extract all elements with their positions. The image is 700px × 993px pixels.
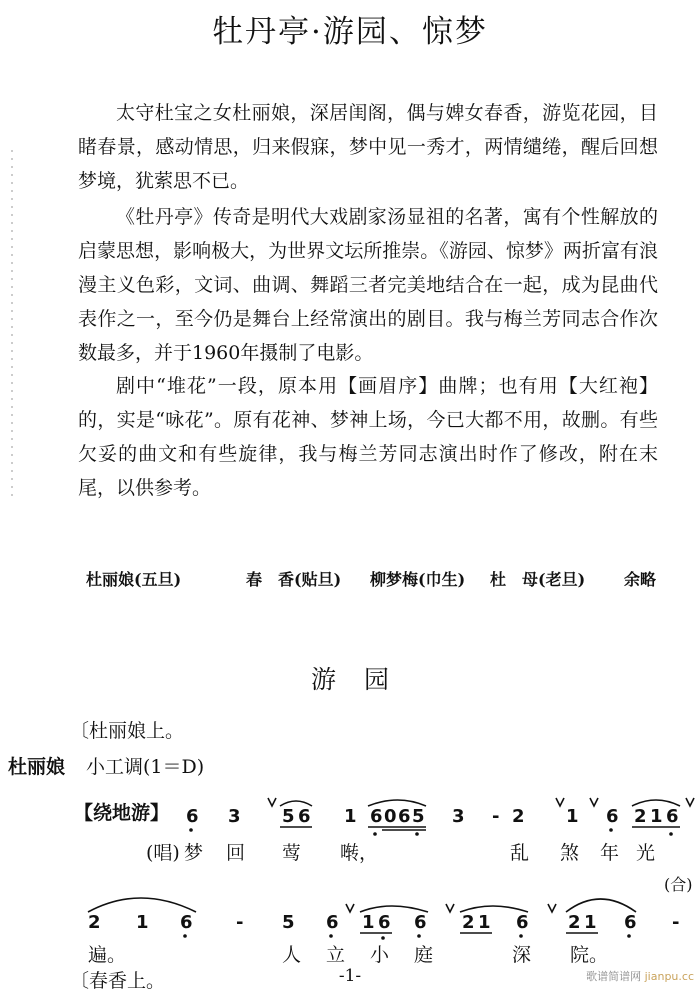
watermark-site-name: 歌谱简谱网 <box>586 970 642 983</box>
octave-dot <box>669 832 673 836</box>
dash: - <box>236 912 244 933</box>
note: 2 <box>568 912 581 933</box>
lyric: 莺 <box>282 842 302 864</box>
lyric: 啭， <box>340 842 379 864</box>
octave-dot <box>189 828 193 832</box>
lyric: 立 <box>326 944 346 966</box>
note: 1 <box>478 912 491 933</box>
note: 3 <box>452 806 465 827</box>
note: 2 <box>634 806 647 827</box>
note: 5 <box>282 806 295 827</box>
note: 6 <box>180 912 193 933</box>
octave-dot <box>329 934 333 938</box>
lyric: 光 <box>636 842 656 864</box>
intro-paragraph-2: 《牡丹亭》传奇是明代大戏剧家汤显祖的名著，寓有个性解放的启蒙思想，影响极大，为世界文坛所推崇。《游园、惊梦》两折富有浪漫主义色彩，文词、曲调、舞蹈三者完美地结合在一起，成为昆曲代表作之一，至今仍是舞台上经常演出的剧目。我与梅兰芳同志合作次数最多，并于1960年摄制了电影。 <box>78 206 658 364</box>
mode-label: 小工调(1＝D) <box>86 756 205 778</box>
lyric: 庭 <box>414 944 434 966</box>
cast-du-mu: 杜 母(老旦) <box>490 570 586 589</box>
note: 5 <box>412 806 425 827</box>
slur <box>280 801 312 806</box>
watermark-domain: jianpu.cc <box>644 970 694 983</box>
lyric: 深 <box>512 944 532 966</box>
octave-dot <box>519 934 523 938</box>
qupai-label: 【绕地游】 <box>74 802 170 824</box>
sung-mark: (唱) <box>146 842 180 864</box>
note: 6 <box>326 912 339 933</box>
note: 1 <box>362 912 375 933</box>
note: 1 <box>136 912 149 933</box>
note: 6 <box>414 912 427 933</box>
breath-mark <box>446 904 454 912</box>
document-title: 牡丹亭·游园、惊梦 <box>212 14 488 50</box>
breath-mark <box>686 798 694 806</box>
watermark <box>586 968 694 984</box>
singer-label: 杜丽娘 <box>8 756 66 778</box>
octave-dot <box>609 828 613 832</box>
breath-mark <box>548 904 556 912</box>
breath-mark <box>268 798 276 806</box>
stage-direction-2: 〔春香上。 <box>70 970 166 992</box>
note: 6 <box>370 806 383 827</box>
slur <box>88 898 196 912</box>
intro-paragraph-3: 剧中“堆花”一段，原本用【画眉序】曲牌；也有用【大红袍】的，实是“咏花”。原有花神、梦神上场，今已大都不用，故删。有些欠妥的曲文和有些旋律，我与梅兰芳同志演出时作了修改，附在末尾，以供参考。 <box>78 375 658 499</box>
cast-liu-mengmei: 柳梦梅(巾生) <box>370 570 466 589</box>
note: 6 <box>378 912 391 933</box>
section-title: 游园 <box>310 665 417 694</box>
octave-dot <box>183 934 187 938</box>
breath-mark <box>346 904 354 912</box>
octave-dot <box>373 832 377 836</box>
lyric: 年 <box>600 842 620 864</box>
cast-others: 余略 <box>624 570 657 589</box>
octave-dot <box>415 832 419 836</box>
note: 6 <box>398 806 411 827</box>
note: 5 <box>282 912 295 933</box>
breath-mark <box>556 798 564 806</box>
chorus-mark: (合) <box>664 875 693 894</box>
lyric: 乱 <box>510 842 530 864</box>
note: 6 <box>186 806 199 827</box>
cast-chunxiang: 春 香(贴旦) <box>246 570 342 589</box>
slur <box>566 899 636 912</box>
octave-dot <box>417 934 421 938</box>
dash: - <box>492 806 500 827</box>
slur <box>460 906 528 912</box>
slur <box>360 906 428 912</box>
note: 0 <box>384 806 397 827</box>
note: 1 <box>344 806 357 827</box>
lyric: 人 <box>282 944 302 966</box>
note: 1 <box>566 806 579 827</box>
note: 1 <box>584 912 597 933</box>
slur <box>368 800 426 806</box>
lyric: 回 <box>226 842 246 864</box>
note: 6 <box>666 806 679 827</box>
intro-paragraph-1: 太守杜宝之女杜丽娘，深居闺阁，偶与婢女春香，游览花园，目睹春景，感动情思，归来假寐，梦中见一秀才，两情缱绻，醒后回想梦境，犹萦思不已。 <box>78 102 658 192</box>
note: 6 <box>606 806 619 827</box>
breath-mark <box>590 798 598 806</box>
lyric: 院。 <box>570 944 609 966</box>
note: 6 <box>624 912 637 933</box>
stage-direction-1: 〔杜丽娘上。 <box>70 720 185 742</box>
note: 1 <box>650 806 663 827</box>
lyric: 小 <box>370 944 390 966</box>
octave-dot <box>627 934 631 938</box>
lyric: 梦 <box>184 842 204 864</box>
octave-dot <box>381 936 385 940</box>
note: 2 <box>88 912 101 933</box>
note: 2 <box>512 806 525 827</box>
slur <box>632 800 680 806</box>
dash: - <box>672 912 680 933</box>
lyric: 遍。 <box>88 944 127 966</box>
cast-du-liniang: 杜丽娘(五旦) <box>86 570 182 589</box>
lyric: 煞 <box>560 842 580 864</box>
note: 6 <box>298 806 311 827</box>
note: 2 <box>462 912 475 933</box>
page-number: -1- <box>338 966 362 986</box>
note: 6 <box>516 912 529 933</box>
note: 3 <box>228 806 241 827</box>
